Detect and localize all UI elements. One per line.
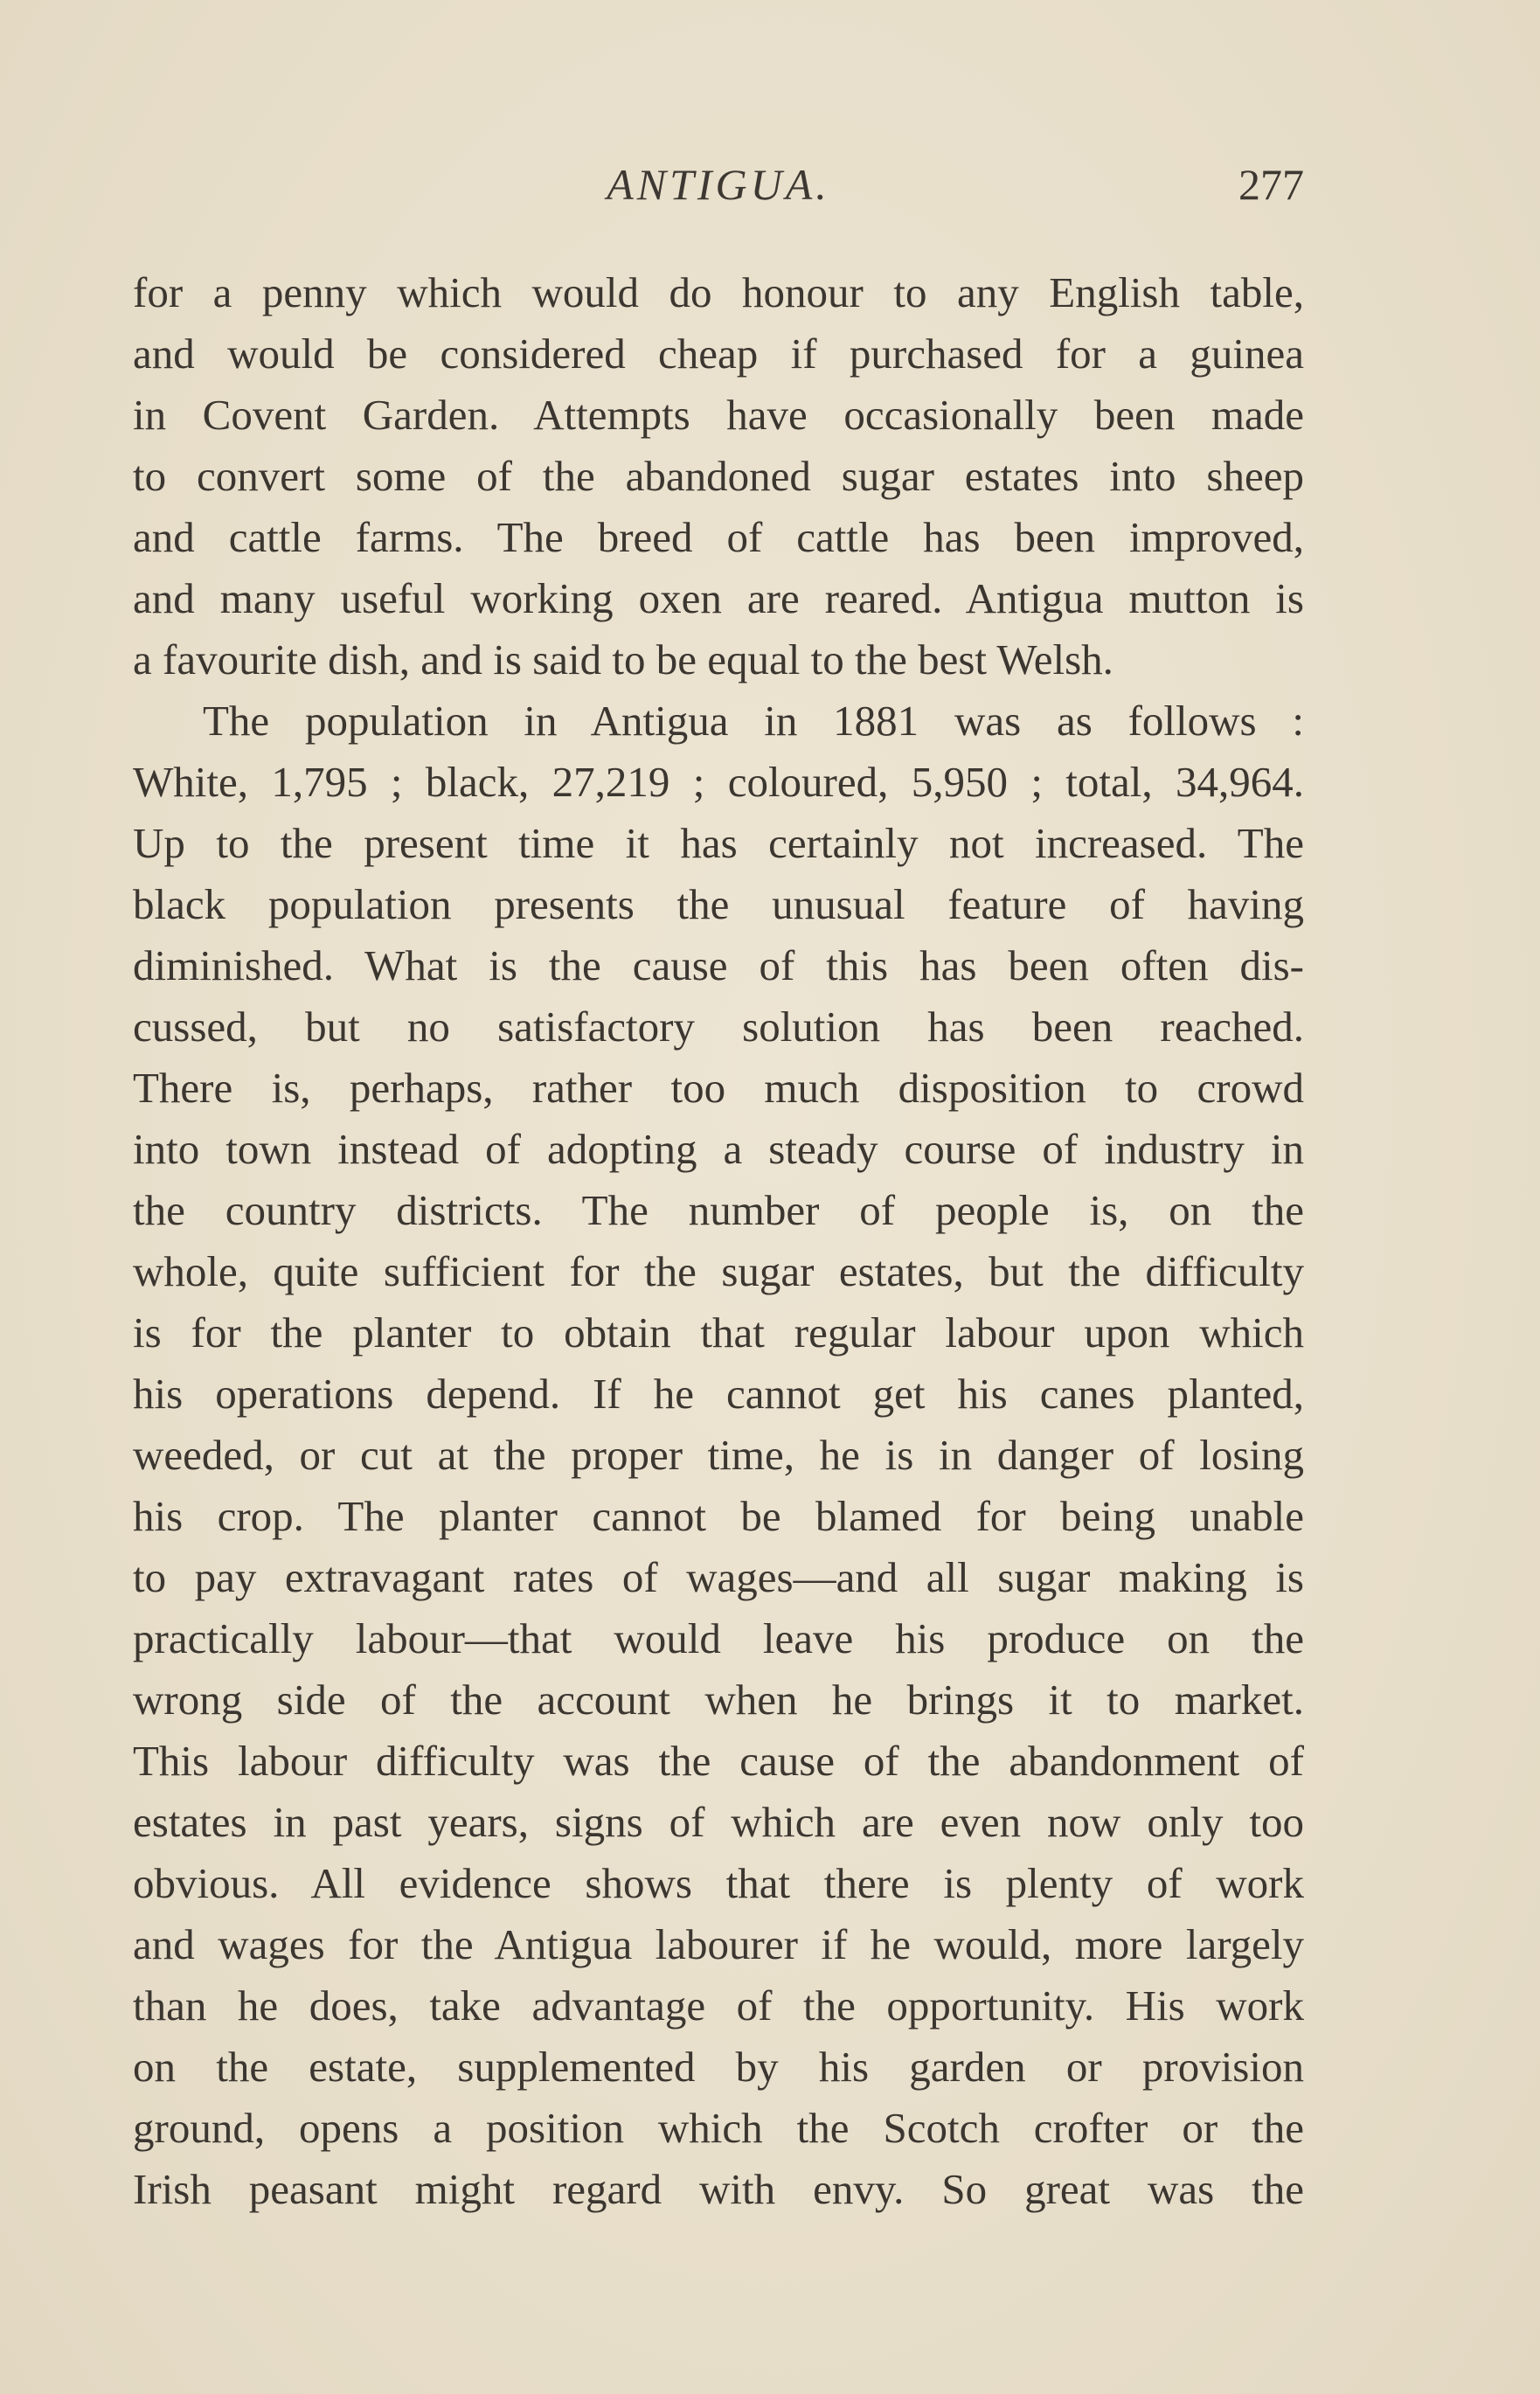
text-line: obvious. All evidence shows that there is plenty of work (133, 1859, 1304, 1907)
text-line: and would be considered cheap if purchased for a guinea (133, 330, 1304, 378)
text-line: weeded, or cut at the proper time, he is in danger of losing (133, 1431, 1304, 1479)
text-line: his operations depend. If he cannot get his canes planted, (133, 1370, 1304, 1418)
body-text (133, 262, 1304, 2220)
text-line: a favourite dish, and is said to be equal to the best Welsh. (133, 635, 1113, 684)
text-line: estates in past years, signs of which are even now only too (133, 1798, 1304, 1846)
text-line: Up to the present time it has certainly not increased. The (133, 819, 1304, 867)
text-line: on the estate, supplemented by his garden or provision (133, 2043, 1304, 2091)
text-line: and cattle farms. The breed of cattle has been improved, (133, 513, 1304, 561)
page-number: 277 (1238, 160, 1304, 209)
text-line: diminished. What is the cause of this has been often dis- (133, 941, 1304, 989)
text-line: than he does, take advantage of the opportunity. His work (133, 1981, 1304, 2030)
text-line: The population in Antigua in 1881 was as follows : (203, 697, 1304, 745)
text-line: wrong side of the account when he brings it to market. (133, 1676, 1304, 1724)
running-title: ANTIGUA. (607, 160, 830, 209)
text-line: cussed, but no satisfactory solution has been reached. (133, 1003, 1304, 1051)
text-line: practically labour—that would leave his produce on the (133, 1614, 1304, 1662)
text-line: for a penny which would do honour to any English table, (133, 268, 1304, 316)
text-line: to convert some of the abandoned sugar estates into sheep (133, 452, 1304, 500)
text-line: ground, opens a position which the Scotch crofter or the (133, 2104, 1304, 2152)
text-line: black population presents the unusual feature of having (133, 880, 1304, 928)
text-line: and wages for the Antigua labourer if he would, more largely (133, 1920, 1304, 1968)
text-line: This labour difficulty was the cause of the abandonment of (133, 1737, 1304, 1785)
text-line: into town instead of adopting a steady course of industry in (133, 1125, 1304, 1173)
text-line: is for the planter to obtain that regular labour upon which (133, 1308, 1304, 1357)
text-line: the country districts. The number of people is, on the (133, 1186, 1304, 1234)
running-head (133, 159, 1304, 220)
text-line: White, 1,795 ; black, 27,219 ; coloured, 5,950 ; total, 34,964. (133, 758, 1304, 806)
text-line: and many useful working oxen are reared. Antigua mutton is (133, 574, 1304, 622)
text-line: There is, perhaps, rather too much disposition to crowd (133, 1064, 1304, 1112)
text-line: Irish peasant might regard with envy. So great was the (133, 2165, 1304, 2213)
text-line: in Covent Garden. Attempts have occasionally been made (133, 391, 1304, 439)
text-line: to pay extravagant rates of wages—and all sugar making is (133, 1553, 1304, 1601)
text-line: whole, quite sufficient for the sugar estates, but the difficulty (133, 1247, 1304, 1295)
text-line: his crop. The planter cannot be blamed for being unable (133, 1492, 1304, 1540)
